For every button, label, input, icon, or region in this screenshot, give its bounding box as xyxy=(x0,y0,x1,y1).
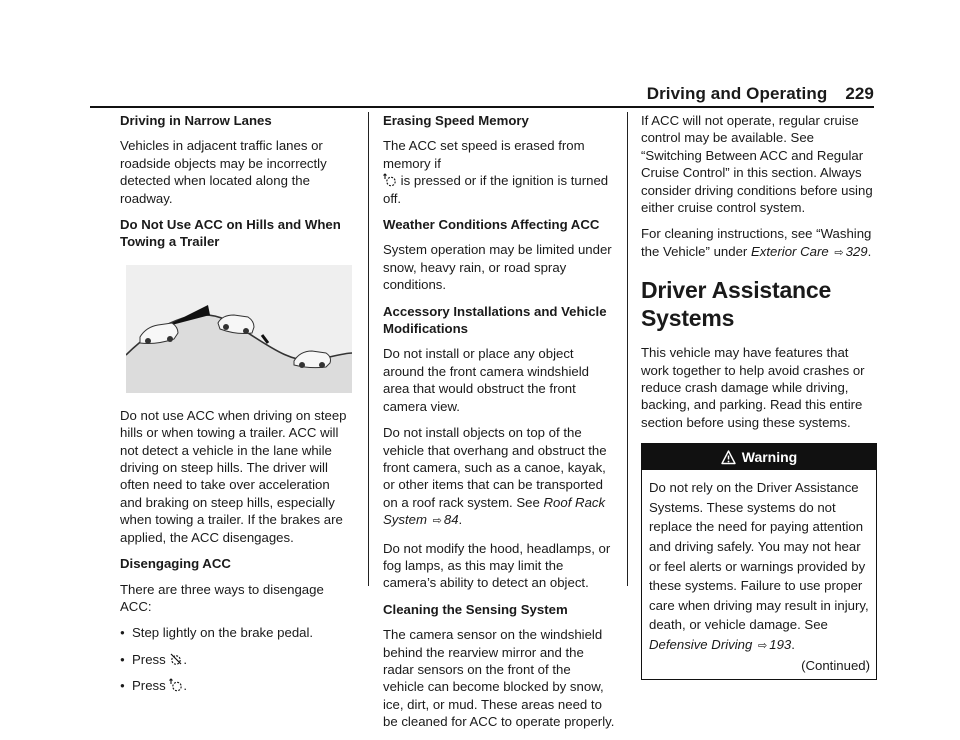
warning-text: Do not rely on the Driver Assistance Systems. These systems do not replace the need for paying attention and driving safely. You may not hear or feel alerts or warnings provided by these systems. Failure to use proper care when driving may result in injury, death, or vehicle damage. See xyxy=(649,480,869,633)
roof-rack-page-link[interactable]: 84 xyxy=(443,512,459,528)
column-divider xyxy=(368,112,369,586)
exterior-care-page-link[interactable]: 329 xyxy=(845,243,868,259)
cruise-power-icon xyxy=(169,678,183,692)
paragraph-accessory-1: Do not install or place any object around the front camera windshield area that would obstruct the front camera view. xyxy=(383,346,589,414)
heading-erasing-speed: Erasing Speed Memory xyxy=(383,113,529,128)
roof-rack-reference-link[interactable]: Roof Rack System xyxy=(383,494,606,528)
warning-header xyxy=(642,444,876,470)
page-reference-arrow-icon: ⇨ xyxy=(758,640,768,653)
header-text xyxy=(647,84,874,104)
defensive-driving-reference-link[interactable]: Defensive Driving xyxy=(649,637,753,653)
hills-illustration xyxy=(126,265,352,393)
paragraph-hills: Do not use ACC when driving on steep hills or when towing a trailer. ACC will not detect a vehicle in the lane while driving on steep hills. The driver will often need to take over acceleration and braking on steep hills, especially when towing a trailer. If the brakes are applied, the ACC disengages. xyxy=(120,407,347,545)
list-item xyxy=(120,651,352,668)
bullet-period: . xyxy=(183,678,188,694)
list-item xyxy=(120,624,352,641)
paragraph-cleaning-sensing: The camera sensor on the windshield behind the rearview mirror and the radar sensors on the front of the vehicle can become blocked by snow, ice, dirt, or mud. These areas need to be cleaned for ACC to operate properly. xyxy=(383,627,615,730)
bullet-press-label: Press xyxy=(132,651,166,667)
period: . xyxy=(458,512,463,528)
header-section-title: Driving and Operating xyxy=(646,84,828,103)
paragraph-weather: System operation may be limited under snow, heavy rain, or road spray conditions. xyxy=(383,242,612,293)
defensive-driving-page-link[interactable]: 193 xyxy=(769,637,792,653)
continued-label: (Continued) xyxy=(801,657,870,673)
column-left xyxy=(120,112,352,704)
paragraph-disengage-intro: There are three ways to disengage ACC: xyxy=(120,581,324,614)
page-reference-arrow-icon: ⇨ xyxy=(834,246,844,259)
bullet-period: . xyxy=(183,651,188,667)
column-middle xyxy=(383,112,615,740)
page-reference-arrow-icon: ⇨ xyxy=(432,515,442,528)
section-title-driver-assistance: Driver Assistance Systems xyxy=(641,277,832,332)
disengage-list xyxy=(120,624,352,694)
period: . xyxy=(867,243,872,259)
heading-weather: Weather Conditions Affecting ACC xyxy=(383,217,600,233)
hills-illustration-svg xyxy=(126,265,352,393)
paragraph-if-acc: If ACC will not operate, regular cruise control may be available. See “Switching Between ACC and Regular Cruise Control” in this section. Always consider driving conditions before using either cruise control system. xyxy=(641,113,873,216)
cruise-power-icon xyxy=(383,173,397,187)
accessory-2-text: Do not install objects on top of the vehicle that overhang and obstruct the front camera, such as a canoe, kayak, or other items that can be transported on a roof rack system. See xyxy=(383,425,607,510)
period: . xyxy=(791,637,795,653)
paragraph-cleaning-instructions xyxy=(641,225,877,262)
header-rule xyxy=(90,106,874,108)
bullet-brake-text: Step lightly on the brake pedal. xyxy=(132,625,314,641)
warning-title: Warning xyxy=(741,449,798,466)
paragraph-accessory-3: Do not modify the hood, headlamps, or fog lamps, as this may limit the camera’s ability to detect an object. xyxy=(383,540,611,591)
heading-hills-towing: Do Not Use ACC on Hills and When Towing a Trailer xyxy=(120,217,341,250)
heading-disengaging-acc: Disengaging ACC xyxy=(120,556,231,572)
warning-body xyxy=(642,470,876,679)
warning-icon xyxy=(721,450,736,465)
paragraph-erasing-speed xyxy=(383,137,615,207)
column-right xyxy=(641,112,877,680)
erase-text-a: The ACC set speed is erased from memory if xyxy=(383,138,585,171)
paragraph-accessory-2 xyxy=(383,424,615,530)
warning-box xyxy=(641,443,877,680)
page-number: 229 xyxy=(845,84,874,103)
paragraph-narrow-lanes: Vehicles in adjacent traffic lanes or roadside objects may be incorrectly detected when located along the roadway. xyxy=(120,138,327,206)
cleaning-instructions-text: For cleaning instructions, see “Washing the Vehicle” under xyxy=(641,226,872,259)
bullet-press-label: Press xyxy=(132,678,166,694)
heading-narrow-lanes: Driving in Narrow Lanes xyxy=(120,113,272,128)
list-item xyxy=(120,677,352,694)
heading-accessory: Accessory Installations and Vehicle Modifications xyxy=(383,303,607,337)
column-divider xyxy=(627,112,628,586)
page-header xyxy=(90,82,874,108)
cruise-cancel-icon xyxy=(169,652,183,666)
paragraph-driver-assistance-intro: This vehicle may have features that work together to help avoid crashes or reduce crash damage while driving, backing, and parking. Read this entire section before using these systems. xyxy=(641,345,865,430)
heading-cleaning-sensing: Cleaning the Sensing System xyxy=(383,601,568,617)
erase-text-b: is pressed or if the ignition is turned off. xyxy=(383,173,609,206)
exterior-care-reference-link[interactable]: Exterior Care xyxy=(750,243,829,259)
